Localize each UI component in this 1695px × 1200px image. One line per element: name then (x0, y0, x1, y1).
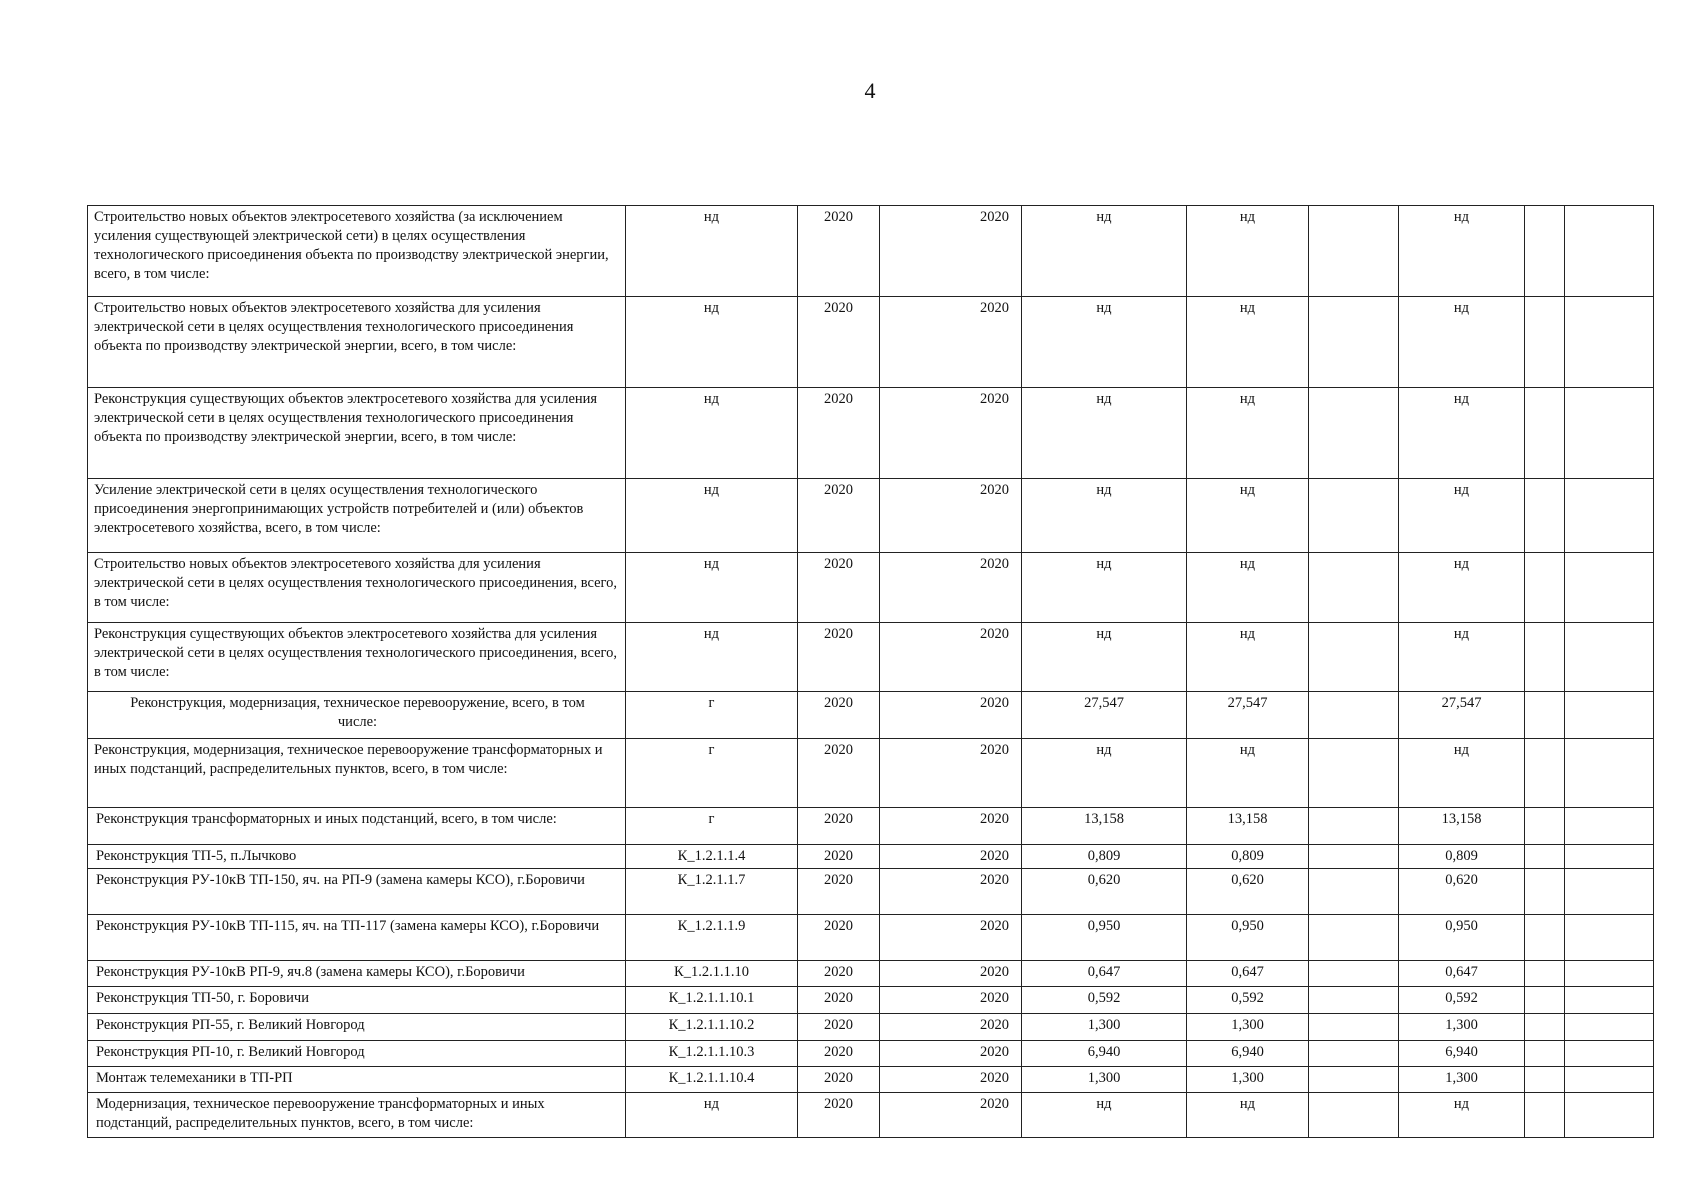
row-value-5 (1525, 553, 1565, 623)
row-value-5 (1525, 1093, 1565, 1138)
row-year-start: 2020 (798, 739, 880, 808)
row-description: Реконструкция РУ-10кВ РП-9, яч.8 (замена камеры КСО), г.Боровичи (88, 961, 626, 987)
row-value-1: 1,300 (1022, 1067, 1187, 1093)
row-value-5 (1525, 1014, 1565, 1041)
row-value-3 (1309, 479, 1399, 553)
table-row (88, 206, 1654, 297)
row-year-start: 2020 (798, 479, 880, 553)
row-year-start: 2020 (798, 553, 880, 623)
row-year-start: 2020 (798, 692, 880, 739)
row-description-line: Реконструкция, модернизация, техническое перевооружение, всего, в том (130, 695, 585, 711)
row-value-2: 6,940 (1187, 1041, 1309, 1067)
table-row (88, 297, 1654, 388)
row-value-6 (1565, 623, 1654, 692)
row-code: К_1.2.1.1.10.3 (626, 1041, 798, 1067)
row-value-5 (1525, 961, 1565, 987)
row-value-1: 13,158 (1022, 808, 1187, 845)
row-code: К_1.2.1.1.7 (626, 869, 798, 915)
investment-table (87, 205, 1654, 1138)
row-value-3 (1309, 692, 1399, 739)
row-year-end: 2020 (880, 206, 1022, 297)
row-year-end: 2020 (880, 553, 1022, 623)
row-value-5 (1525, 808, 1565, 845)
row-value-5 (1525, 388, 1565, 479)
row-value-4: 1,300 (1399, 1067, 1525, 1093)
row-value-1: нд (1022, 206, 1187, 297)
row-value-6 (1565, 388, 1654, 479)
row-value-4: 6,940 (1399, 1041, 1525, 1067)
row-year-start: 2020 (798, 845, 880, 869)
row-year-start: 2020 (798, 623, 880, 692)
row-year-start: 2020 (798, 869, 880, 915)
row-year-end: 2020 (880, 388, 1022, 479)
row-code: К_1.2.1.1.10.4 (626, 1067, 798, 1093)
table-row (88, 479, 1654, 553)
row-description (88, 692, 626, 739)
row-value-1: нд (1022, 297, 1187, 388)
row-code: К_1.2.1.1.10 (626, 961, 798, 987)
row-value-5 (1525, 1067, 1565, 1093)
row-code: г (626, 692, 798, 739)
row-value-2: 1,300 (1187, 1067, 1309, 1093)
row-year-end: 2020 (880, 915, 1022, 961)
row-year-end: 2020 (880, 1041, 1022, 1067)
row-description: Строительство новых объектов электросетевого хозяйства (за исключением усиления существующей электрической сети) в целях осуществления технологического присоединения объекта по производству электрической энергии, всего, в том числе: (88, 206, 626, 297)
row-description: Реконструкция, модернизация, техническое перевооружение трансформаторных и иных подстанций, распределительных пунктов, всего, в том числе: (88, 739, 626, 808)
row-year-end: 2020 (880, 479, 1022, 553)
row-value-4: нд (1399, 479, 1525, 553)
row-value-5 (1525, 297, 1565, 388)
row-value-4: 0,592 (1399, 987, 1525, 1014)
row-value-6 (1565, 479, 1654, 553)
row-value-1: нд (1022, 553, 1187, 623)
row-value-3 (1309, 388, 1399, 479)
row-year-end: 2020 (880, 987, 1022, 1014)
row-value-6 (1565, 553, 1654, 623)
row-year-end: 2020 (880, 961, 1022, 987)
row-value-2: 0,647 (1187, 961, 1309, 987)
row-value-2: 0,950 (1187, 915, 1309, 961)
row-value-6 (1565, 1067, 1654, 1093)
row-value-3 (1309, 987, 1399, 1014)
row-value-6 (1565, 845, 1654, 869)
row-value-5 (1525, 623, 1565, 692)
row-value-3 (1309, 845, 1399, 869)
row-year-end: 2020 (880, 808, 1022, 845)
row-value-3 (1309, 623, 1399, 692)
table-row (88, 808, 1654, 845)
row-year-start: 2020 (798, 808, 880, 845)
row-code: нд (626, 206, 798, 297)
row-description: Строительство новых объектов электросетевого хозяйства для усиления электрической сети в целях осуществления технологического присоединения, всего, в том числе: (88, 553, 626, 623)
row-value-1: 1,300 (1022, 1014, 1187, 1041)
row-value-5 (1525, 869, 1565, 915)
row-code: нд (626, 388, 798, 479)
row-code: нд (626, 479, 798, 553)
row-value-4: 13,158 (1399, 808, 1525, 845)
row-year-start: 2020 (798, 1014, 880, 1041)
row-description: Реконструкция РП-55, г. Великий Новгород (88, 1014, 626, 1041)
row-year-start: 2020 (798, 1093, 880, 1138)
row-value-6 (1565, 1093, 1654, 1138)
row-value-5 (1525, 1041, 1565, 1067)
row-description: Реконструкция РУ-10кВ ТП-150, яч. на РП-9 (замена камеры КСО), г.Боровичи (88, 869, 626, 915)
row-description: Монтаж телемеханики в ТП-РП (88, 1067, 626, 1093)
row-year-start: 2020 (798, 388, 880, 479)
row-value-3 (1309, 1041, 1399, 1067)
row-value-4: 0,950 (1399, 915, 1525, 961)
row-value-6 (1565, 1041, 1654, 1067)
row-year-end: 2020 (880, 739, 1022, 808)
row-value-3 (1309, 961, 1399, 987)
row-value-1: нд (1022, 388, 1187, 479)
row-year-end: 2020 (880, 1093, 1022, 1138)
row-value-6 (1565, 869, 1654, 915)
row-value-3 (1309, 1014, 1399, 1041)
row-code: К_1.2.1.1.10.2 (626, 1014, 798, 1041)
row-description: Реконструкция существующих объектов электросетевого хозяйства для усиления электрической сети в целях осуществления технологического присоединения, всего, в том числе: (88, 623, 626, 692)
row-value-2: нд (1187, 739, 1309, 808)
row-value-6 (1565, 915, 1654, 961)
row-value-2: нд (1187, 206, 1309, 297)
row-year-end: 2020 (880, 1014, 1022, 1041)
row-value-5 (1525, 479, 1565, 553)
table-row (88, 739, 1654, 808)
row-value-1: 0,647 (1022, 961, 1187, 987)
row-code: г (626, 739, 798, 808)
row-year-start: 2020 (798, 1041, 880, 1067)
row-value-1: 0,950 (1022, 915, 1187, 961)
row-year-end: 2020 (880, 1067, 1022, 1093)
table-row (88, 1067, 1654, 1093)
row-year-end: 2020 (880, 297, 1022, 388)
row-code: нд (626, 297, 798, 388)
row-year-end: 2020 (880, 623, 1022, 692)
row-value-3 (1309, 915, 1399, 961)
table-row (88, 553, 1654, 623)
row-value-2: нд (1187, 388, 1309, 479)
row-value-2: 0,809 (1187, 845, 1309, 869)
row-value-3 (1309, 297, 1399, 388)
row-description-line: числе: (337, 714, 378, 731)
row-value-4: 0,647 (1399, 961, 1525, 987)
row-year-end: 2020 (880, 692, 1022, 739)
row-value-4: нд (1399, 206, 1525, 297)
row-value-4: 1,300 (1399, 1014, 1525, 1041)
row-value-6 (1565, 692, 1654, 739)
row-year-end: 2020 (880, 845, 1022, 869)
row-value-1: нд (1022, 623, 1187, 692)
row-value-3 (1309, 1093, 1399, 1138)
row-value-3 (1309, 739, 1399, 808)
row-value-1: нд (1022, 1093, 1187, 1138)
row-code: нд (626, 553, 798, 623)
row-value-1: 6,940 (1022, 1041, 1187, 1067)
row-value-2: нд (1187, 479, 1309, 553)
row-description: Реконструкция РУ-10кВ ТП-115, яч. на ТП-117 (замена камеры КСО), г.Боровичи (88, 915, 626, 961)
row-value-4: нд (1399, 388, 1525, 479)
table-row (88, 987, 1654, 1014)
row-description: Модернизация, техническое перевооружение трансформаторных и иных подстанций, распределительных пунктов, всего, в том числе: (88, 1093, 626, 1138)
row-value-4: 0,809 (1399, 845, 1525, 869)
row-value-1: нд (1022, 479, 1187, 553)
row-value-1: 0,592 (1022, 987, 1187, 1014)
table-row (88, 961, 1654, 987)
row-description: Реконструкция РП-10, г. Великий Новгород (88, 1041, 626, 1067)
row-value-4: нд (1399, 553, 1525, 623)
row-value-5 (1525, 915, 1565, 961)
row-value-6 (1565, 206, 1654, 297)
row-value-2: нд (1187, 623, 1309, 692)
table-row (88, 915, 1654, 961)
row-value-1: 27,547 (1022, 692, 1187, 739)
row-value-5 (1525, 692, 1565, 739)
row-value-2: нд (1187, 297, 1309, 388)
table-body (88, 206, 1654, 1138)
row-year-start: 2020 (798, 1067, 880, 1093)
row-value-4: нд (1399, 297, 1525, 388)
row-value-4: 0,620 (1399, 869, 1525, 915)
row-value-2: нд (1187, 553, 1309, 623)
row-description: Реконструкция ТП-50, г. Боровичи (88, 987, 626, 1014)
row-year-start: 2020 (798, 961, 880, 987)
row-value-1: 0,620 (1022, 869, 1187, 915)
row-description: Реконструкция существующих объектов электросетевого хозяйства для усиления электрической сети в целях осуществления технологического присоединения объекта по производству электрической энергии, всего, в том числе: (88, 388, 626, 479)
row-value-6 (1565, 739, 1654, 808)
row-value-5 (1525, 987, 1565, 1014)
row-code: нд (626, 623, 798, 692)
row-description: Усиление электрической сети в целях осуществления технологического присоединения энергопринимающих устройств потребителей и (или) объектов электросетевого хозяйства, всего, в том числе: (88, 479, 626, 553)
row-description: Строительство новых объектов электросетевого хозяйства для усиления электрической сети в целях осуществления технологического присоединения объекта по производству электрической энергии, всего, в том числе: (88, 297, 626, 388)
row-value-1: нд (1022, 739, 1187, 808)
table-row (88, 1014, 1654, 1041)
row-value-4: нд (1399, 1093, 1525, 1138)
row-year-start: 2020 (798, 915, 880, 961)
row-value-3 (1309, 808, 1399, 845)
row-year-start: 2020 (798, 987, 880, 1014)
row-year-start: 2020 (798, 206, 880, 297)
table-row (88, 869, 1654, 915)
table-row (88, 845, 1654, 869)
row-value-1: 0,809 (1022, 845, 1187, 869)
row-code: К_1.2.1.1.10.1 (626, 987, 798, 1014)
row-value-3 (1309, 1067, 1399, 1093)
row-value-5 (1525, 206, 1565, 297)
row-value-4: нд (1399, 739, 1525, 808)
row-value-6 (1565, 297, 1654, 388)
table-row (88, 1041, 1654, 1067)
row-value-3 (1309, 553, 1399, 623)
row-year-end: 2020 (880, 869, 1022, 915)
row-value-4: нд (1399, 623, 1525, 692)
row-value-2: 0,620 (1187, 869, 1309, 915)
row-value-6 (1565, 808, 1654, 845)
row-value-5 (1525, 739, 1565, 808)
row-value-6 (1565, 987, 1654, 1014)
table-row (88, 1093, 1654, 1138)
page-number: 4 (864, 78, 876, 103)
row-description: Реконструкция ТП-5, п.Лычково (88, 845, 626, 869)
row-value-2: 13,158 (1187, 808, 1309, 845)
row-value-2: 1,300 (1187, 1014, 1309, 1041)
row-value-2: 27,547 (1187, 692, 1309, 739)
row-value-2: 0,592 (1187, 987, 1309, 1014)
row-code: К_1.2.1.1.4 (626, 845, 798, 869)
row-code: г (626, 808, 798, 845)
row-value-4: 27,547 (1399, 692, 1525, 739)
row-code: нд (626, 1093, 798, 1138)
table-row (88, 692, 1654, 739)
row-code: К_1.2.1.1.9 (626, 915, 798, 961)
row-value-3 (1309, 206, 1399, 297)
table-row (88, 388, 1654, 479)
row-value-6 (1565, 961, 1654, 987)
row-description: Реконструкция трансформаторных и иных подстанций, всего, в том числе: (88, 808, 626, 845)
row-year-start: 2020 (798, 297, 880, 388)
table-row (88, 623, 1654, 692)
row-value-3 (1309, 869, 1399, 915)
row-value-5 (1525, 845, 1565, 869)
row-value-2: нд (1187, 1093, 1309, 1138)
row-value-6 (1565, 1014, 1654, 1041)
